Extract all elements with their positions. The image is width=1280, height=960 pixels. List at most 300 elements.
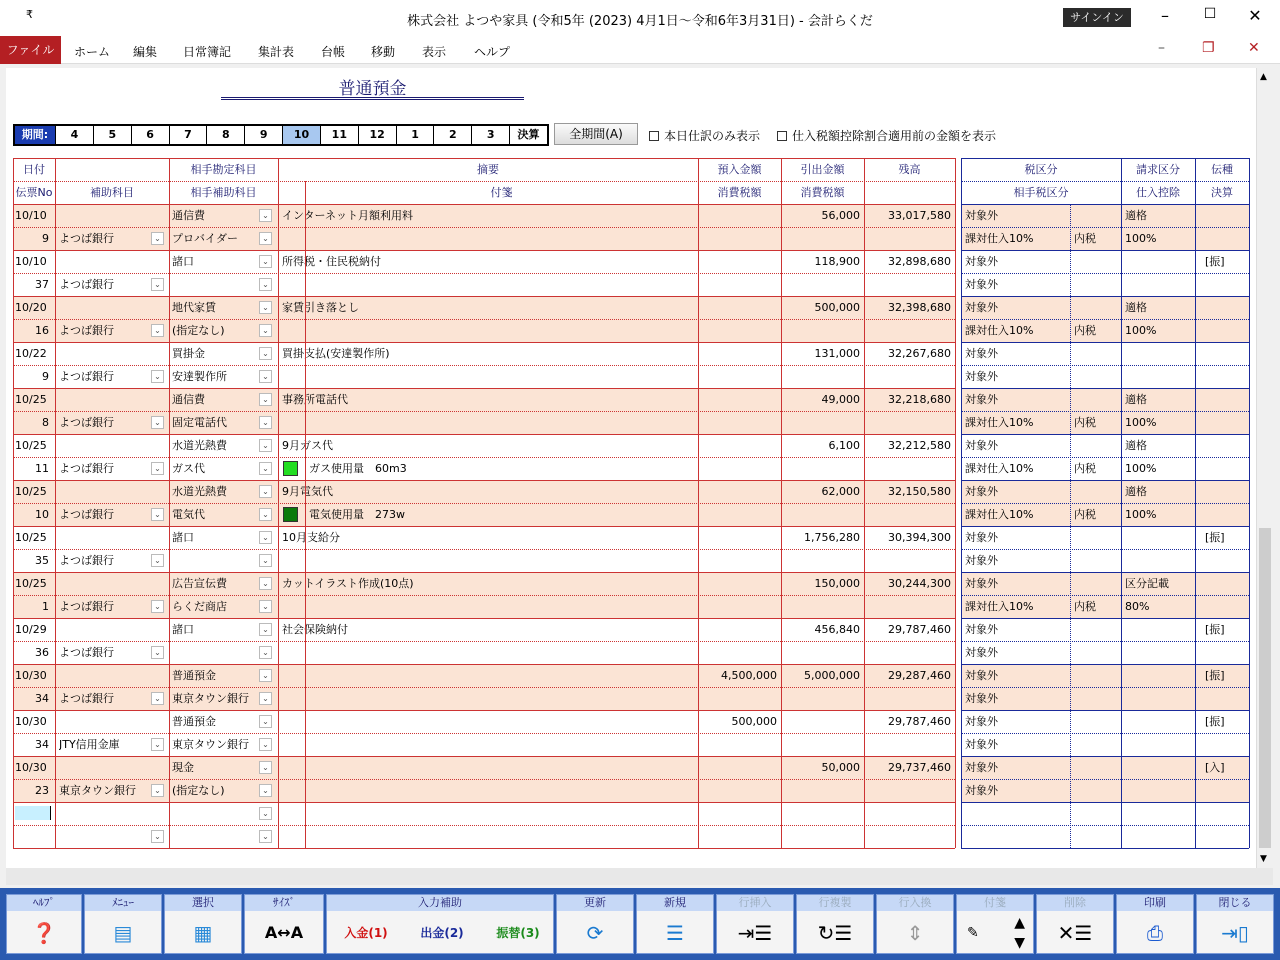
row-sub-account[interactable]: よつば銀行 (59, 416, 114, 429)
refresh-button[interactable]: 更新 ⟳ (556, 894, 634, 954)
dropdown-arrow-icon[interactable]: ⌄ (259, 692, 272, 705)
row-counter-sub[interactable] (172, 549, 262, 572)
row-counter-account[interactable]: 地代家賃 (172, 301, 216, 314)
row-deposit[interactable] (698, 388, 781, 411)
row-sub-account[interactable]: よつば銀行 (59, 600, 114, 613)
row-withdraw[interactable]: 500,000 (814, 301, 860, 314)
dropdown-arrow-icon[interactable]: ⌄ (151, 324, 164, 337)
row-invoice[interactable] (1125, 664, 1195, 687)
row-counter-sub[interactable]: (指定なし) (172, 784, 225, 797)
row-tax[interactable]: 対象外 (965, 761, 998, 774)
header-tax2: 相手税区分 (1013, 186, 1069, 199)
row-deduct[interactable] (1125, 365, 1195, 388)
row-balance[interactable]: 29,737,460 (888, 761, 951, 774)
row-tag[interactable]: ガス使用量 60m3 (309, 462, 407, 475)
row-withdraw[interactable]: 62,000 (821, 485, 860, 498)
row-tax[interactable]: 対象外 (965, 393, 998, 406)
row-memo[interactable]: 10月支給分 (282, 531, 340, 544)
row-tax-incl[interactable] (1074, 549, 1119, 572)
period-4[interactable]: 4 (55, 126, 93, 144)
row-sub-account[interactable]: よつば銀行 (59, 554, 114, 567)
row-type[interactable] (1205, 342, 1249, 365)
grid-line (961, 733, 1249, 734)
row-invoice[interactable]: 適格 (1125, 393, 1147, 406)
dropdown-arrow-icon[interactable]: ⌄ (259, 508, 272, 521)
row-type[interactable]: [入] (1205, 761, 1225, 774)
row-balance[interactable]: 29,287,460 (888, 669, 951, 682)
menu-ledger[interactable]: 台帳 (321, 45, 346, 59)
row-invoice[interactable] (1125, 526, 1195, 549)
row-tax2[interactable]: 対象外 (965, 692, 998, 705)
row-date[interactable]: 10/20 (15, 301, 47, 314)
dropdown-arrow-icon[interactable]: ⌄ (259, 324, 272, 337)
row-tag[interactable]: 電気使用量 273w (309, 508, 405, 521)
row-deduct[interactable]: 100% (1125, 416, 1157, 429)
row-deposit[interactable] (698, 572, 781, 595)
row-counter-sub[interactable]: 安達製作所 (172, 370, 227, 383)
delete-button[interactable]: 削除 ✕☰ (1036, 894, 1114, 954)
dropdown-arrow-icon[interactable]: ⌄ (259, 623, 272, 636)
row-deposit[interactable] (698, 204, 781, 227)
row-deduct[interactable]: 100% (1125, 508, 1157, 521)
row-deduct[interactable]: 100% (1125, 324, 1157, 337)
row-type[interactable]: [振] (1205, 623, 1225, 636)
dropdown-arrow-icon[interactable]: ⌄ (151, 508, 164, 521)
dropdown-arrow-icon[interactable]: ⌄ (259, 255, 272, 268)
dropdown-arrow-icon[interactable]: ⌄ (259, 830, 272, 843)
row-sub-account[interactable]: よつば銀行 (59, 232, 114, 245)
row-deposit[interactable]: 4,500,000 (721, 669, 777, 682)
row-withdraw[interactable]: 50,000 (821, 761, 860, 774)
row-tax[interactable]: 対象外 (965, 577, 998, 590)
insert-row-button[interactable]: 行挿入 ⇥☰ (716, 894, 794, 954)
row-counter-account[interactable]: 普通預金 (172, 715, 216, 728)
row-date[interactable]: 10/10 (15, 255, 47, 268)
period-11[interactable]: 11 (320, 126, 358, 144)
menu-move[interactable]: 移動 (371, 45, 396, 59)
dropdown-arrow-icon[interactable]: ⌄ (259, 393, 272, 406)
withdraw-button[interactable]: 出金(2) (420, 926, 464, 940)
minimize-icon[interactable]: – (1161, 6, 1169, 25)
row-sub-account[interactable]: JTY信用金庫 (59, 738, 120, 751)
row-slip[interactable]: 10 (35, 508, 49, 521)
row-type[interactable] (1205, 434, 1249, 457)
row-type[interactable] (1205, 572, 1249, 595)
tag-button[interactable]: 付箋 ✎ ▲ ▼ (956, 894, 1034, 954)
row-date[interactable]: 10/30 (15, 669, 47, 682)
row-memo[interactable] (282, 664, 692, 687)
menu-summary[interactable]: 集計表 (258, 45, 295, 59)
title-bar (0, 0, 1280, 36)
row-deduct[interactable] (1125, 733, 1195, 756)
row-counter-account[interactable]: 水道光熱費 (172, 439, 227, 452)
exit-icon: ⇥▯ (1221, 921, 1249, 945)
row-deduct[interactable] (1125, 687, 1195, 710)
row-date[interactable]: 10/29 (15, 623, 47, 636)
row-counter-account[interactable]: 広告宣伝費 (172, 577, 227, 590)
row-deposit[interactable] (698, 526, 781, 549)
row-tax2[interactable]: 課対仕入10% (965, 462, 1034, 475)
row-slip[interactable]: 35 (35, 554, 49, 567)
row-deposit[interactable] (698, 618, 781, 641)
row-date[interactable]: 10/25 (15, 485, 47, 498)
row-withdraw[interactable]: 5,000,000 (804, 669, 860, 682)
vertical-scrollbar[interactable]: ▲ ▼ (1256, 68, 1273, 868)
row-tax2[interactable]: 対象外 (965, 554, 998, 567)
row-withdraw[interactable]: 456,840 (814, 623, 860, 636)
row-tax2[interactable]: 対象外 (965, 738, 998, 751)
row-counter-sub[interactable]: ガス代 (172, 462, 205, 475)
dropdown-arrow-icon[interactable]: ⌄ (259, 439, 272, 452)
row-type[interactable]: [振] (1205, 255, 1225, 268)
period-9[interactable]: 9 (244, 126, 282, 144)
size-button[interactable]: ｻｲｽﾞ A↔A (244, 894, 324, 954)
row-invoice[interactable] (1125, 618, 1195, 641)
row-invoice[interactable]: 適格 (1125, 209, 1147, 222)
row-memo[interactable] (282, 756, 692, 779)
menu-button[interactable]: ﾒﾆｭｰ ▤ (84, 894, 162, 954)
row-balance[interactable]: 32,398,680 (888, 301, 951, 314)
period-6[interactable]: 6 (131, 126, 169, 144)
row-balance[interactable]: 32,150,580 (888, 485, 951, 498)
row-tax-incl[interactable] (1074, 779, 1119, 802)
row-counter-sub[interactable] (172, 273, 262, 296)
period-8[interactable]: 8 (206, 126, 244, 144)
row-slip[interactable]: 37 (35, 278, 49, 291)
row-withdraw[interactable]: 150,000 (814, 577, 860, 590)
dropdown-arrow-icon[interactable]: ⌄ (151, 416, 164, 429)
row-tax[interactable]: 対象外 (965, 439, 998, 452)
row-withdraw[interactable]: 1,756,280 (804, 531, 860, 544)
dropdown-arrow-icon[interactable]: ⌄ (259, 715, 272, 728)
period-3[interactable]: 3 (471, 126, 509, 144)
tag-color-swatch[interactable] (283, 461, 298, 476)
help-button[interactable]: ﾍﾙﾌﾟ ❓ (6, 894, 82, 954)
copy-row-button[interactable]: 行複製 ↻☰ (796, 894, 874, 954)
row-counter-account[interactable]: 諸口 (172, 531, 194, 544)
row-deposit[interactable] (698, 342, 781, 365)
row-balance[interactable]: 29,787,460 (888, 623, 951, 636)
row-counter-account[interactable]: 普通預金 (172, 669, 216, 682)
row-balance[interactable]: 30,394,300 (888, 531, 951, 544)
doc-minimize-icon[interactable]: – (1158, 40, 1165, 56)
row-tax2[interactable]: 課対仕入10% (965, 508, 1034, 521)
row-counter-sub[interactable]: らくだ商店 (172, 600, 227, 613)
period-7[interactable]: 7 (169, 126, 207, 144)
row-balance[interactable]: 32,898,680 (888, 255, 951, 268)
row-deposit[interactable]: 500,000 (731, 715, 777, 728)
row-deduct[interactable] (1125, 549, 1195, 572)
menu-help[interactable]: ヘルプ (474, 45, 511, 59)
row-counter-sub[interactable]: (指定なし) (172, 324, 225, 337)
dropdown-arrow-icon[interactable]: ⌄ (151, 600, 164, 613)
row-tax-incl[interactable] (1074, 273, 1119, 296)
row-tax[interactable]: 対象外 (965, 669, 998, 682)
dropdown-arrow-icon[interactable]: ⌄ (259, 761, 272, 774)
row-memo[interactable]: 9月電気代 (282, 485, 333, 498)
dropdown-arrow-icon[interactable]: ⌄ (259, 554, 272, 567)
row-sub-account[interactable]: よつば銀行 (59, 508, 114, 521)
row-memo[interactable]: 所得税・住民税納付 (282, 255, 381, 268)
row-deposit[interactable] (698, 296, 781, 319)
row-tax-incl[interactable] (1074, 687, 1119, 710)
row-memo[interactable]: 家賃引き落とし (282, 301, 359, 314)
row-date[interactable]: 10/30 (15, 761, 47, 774)
row-memo[interactable]: 買掛支払(安達製作所) (282, 347, 390, 360)
row-tax-incl[interactable] (1074, 733, 1119, 756)
row-type[interactable] (1205, 480, 1249, 503)
row-sub-account[interactable]: よつば銀行 (59, 692, 114, 705)
row-type[interactable]: [振] (1205, 715, 1225, 728)
row-balance[interactable]: 32,267,680 (888, 347, 951, 360)
row-counter-account[interactable]: 水道光熱費 (172, 485, 227, 498)
all-period-button[interactable]: 全期間(A) (554, 123, 638, 145)
signin-button[interactable]: サインイン (1063, 8, 1131, 27)
maximize-icon[interactable]: ☐ (1203, 6, 1217, 22)
row-tax2[interactable]: 課対仕入10% (965, 232, 1034, 245)
row-sub-account[interactable]: よつば銀行 (59, 324, 114, 337)
row-counter-sub[interactable]: 固定電話代 (172, 416, 227, 429)
menu-file[interactable]: ファイル (0, 36, 61, 64)
dropdown-arrow-icon[interactable]: ⌄ (151, 784, 164, 797)
row-counter-account[interactable]: 通信費 (172, 393, 205, 406)
row-type[interactable] (1205, 388, 1249, 411)
row-type[interactable]: [振] (1205, 669, 1225, 682)
row-tax[interactable]: 対象外 (965, 485, 998, 498)
quick-access-icon[interactable]: ₹ (26, 8, 33, 21)
dropdown-arrow-icon[interactable]: ⌄ (151, 830, 164, 843)
row-tax2[interactable]: 対象外 (965, 646, 998, 659)
row-date[interactable]: 10/22 (15, 347, 47, 360)
row-tax2[interactable]: 対象外 (965, 370, 998, 383)
grid-line (305, 181, 306, 848)
row-counter-sub[interactable]: 東京タウン銀行 (172, 738, 249, 751)
row-counter-account[interactable]: 通信費 (172, 209, 205, 222)
row-slip[interactable]: 11 (35, 462, 49, 475)
row-invoice[interactable]: 適格 (1125, 439, 1147, 452)
row-counter-account[interactable]: 諸口 (172, 255, 194, 268)
row-counter-sub[interactable]: 電気代 (172, 508, 205, 521)
row-slip[interactable]: 34 (35, 738, 49, 751)
row-date[interactable]: 10/25 (15, 439, 47, 452)
title-underline (221, 97, 524, 100)
dropdown-arrow-icon[interactable]: ⌄ (259, 347, 272, 360)
row-tax-incl[interactable]: 内税 (1074, 416, 1096, 429)
period-10[interactable]: 10 (282, 126, 320, 144)
row-memo[interactable] (282, 710, 692, 733)
new-button[interactable]: 新規 ☰ (636, 894, 714, 954)
row-tax-incl[interactable]: 内税 (1074, 508, 1096, 521)
today-only-checkbox[interactable] (649, 127, 760, 144)
dropdown-arrow-icon[interactable]: ⌄ (259, 232, 272, 245)
row-invoice[interactable] (1125, 710, 1195, 733)
row-slip[interactable]: 16 (35, 324, 49, 337)
row-balance[interactable]: 32,218,680 (888, 393, 951, 406)
row-tax-incl[interactable]: 内税 (1074, 324, 1096, 337)
grid-line (13, 595, 955, 596)
row-counter-account[interactable]: 現金 (172, 761, 194, 774)
dropdown-arrow-icon[interactable]: ⌄ (259, 577, 272, 590)
row-counter-sub[interactable] (172, 641, 262, 664)
row-tax2[interactable]: 課対仕入10% (965, 416, 1034, 429)
row-tax[interactable]: 対象外 (965, 623, 998, 636)
row-invoice[interactable] (1125, 250, 1195, 273)
row-tax[interactable]: 対象外 (965, 715, 998, 728)
row-tax-incl[interactable] (1074, 365, 1119, 388)
dropdown-arrow-icon[interactable]: ⌄ (151, 738, 164, 751)
row-memo[interactable]: 社会保険納付 (282, 623, 348, 636)
row-withdraw[interactable]: 49,000 (821, 393, 860, 406)
dropdown-arrow-icon[interactable]: ⌄ (151, 278, 164, 291)
row-deposit[interactable] (698, 434, 781, 457)
row-balance[interactable]: 32,212,580 (888, 439, 951, 452)
dropdown-arrow-icon[interactable]: ⌄ (259, 209, 272, 222)
row-deduct[interactable] (1125, 273, 1195, 296)
print-button[interactable]: 印刷 ⎙ (1116, 894, 1194, 954)
row-balance[interactable]: 30,244,300 (888, 577, 951, 590)
dropdown-arrow-icon[interactable]: ⌄ (151, 370, 164, 383)
row-deposit[interactable] (698, 250, 781, 273)
row-tax-incl[interactable] (1074, 641, 1119, 664)
row-counter-sub[interactable]: プロバイダー (172, 232, 238, 245)
row-invoice[interactable] (1125, 756, 1195, 779)
row-slip[interactable]: 1 (42, 600, 49, 613)
row-deduct[interactable]: 80% (1125, 600, 1150, 613)
dropdown-arrow-icon[interactable]: ⌄ (259, 738, 272, 751)
close-window-icon[interactable]: ✕ (1248, 6, 1262, 25)
row-withdraw[interactable]: 6,100 (828, 439, 860, 452)
row-memo[interactable]: カットイラスト作成(10点) (282, 577, 414, 590)
dropdown-arrow-icon[interactable]: ⌄ (259, 600, 272, 613)
row-tax2[interactable]: 課対仕入10% (965, 600, 1034, 613)
dropdown-arrow-icon[interactable]: ⌄ (259, 278, 272, 291)
dropdown-arrow-icon[interactable]: ⌄ (259, 462, 272, 475)
menu-daily[interactable]: 日常簿記 (183, 45, 232, 59)
menu-view[interactable]: 表示 (422, 45, 447, 59)
row-sub-account[interactable]: よつば銀行 (59, 278, 114, 291)
dropdown-arrow-icon[interactable]: ⌄ (259, 370, 272, 383)
row-deposit[interactable] (698, 756, 781, 779)
row-tax[interactable]: 対象外 (965, 347, 998, 360)
row-tax-incl[interactable]: 内税 (1074, 232, 1096, 245)
row-deduct[interactable]: 100% (1125, 232, 1157, 245)
row-invoice[interactable]: 適格 (1125, 485, 1147, 498)
row-deduct[interactable] (1125, 779, 1195, 802)
row-withdraw[interactable]: 56,000 (821, 209, 860, 222)
row-memo[interactable]: 9月ガス代 (282, 439, 333, 452)
row-tax-incl[interactable]: 内税 (1074, 462, 1096, 475)
transfer-button[interactable]: 振替(3) (496, 926, 540, 940)
swap-row-button[interactable]: 行入換 ⇕ (876, 894, 954, 954)
row-deduct[interactable]: 100% (1125, 462, 1157, 475)
period-2[interactable]: 2 (433, 126, 471, 144)
row-memo[interactable]: 事務所電話代 (282, 393, 348, 406)
row-sub-account[interactable]: よつば銀行 (59, 646, 114, 659)
row-counter-account[interactable]: 諸口 (172, 623, 194, 636)
row-type[interactable] (1205, 204, 1249, 227)
row-tax[interactable]: 対象外 (965, 209, 998, 222)
row-date[interactable]: 10/25 (15, 531, 47, 544)
row-tax[interactable]: 対象外 (965, 531, 998, 544)
dropdown-arrow-icon[interactable]: ⌄ (259, 646, 272, 659)
row-counter-sub[interactable]: 東京タウン銀行 (172, 692, 249, 705)
menu-home[interactable]: ホーム (74, 45, 111, 59)
dropdown-arrow-icon[interactable]: ⌄ (259, 416, 272, 429)
horizontal-scrollbar[interactable] (6, 868, 1273, 885)
row-type[interactable]: [振] (1205, 531, 1225, 544)
period-12[interactable]: 12 (358, 126, 396, 144)
dropdown-arrow-icon[interactable]: ⌄ (151, 692, 164, 705)
row-sub-account[interactable]: よつば銀行 (59, 370, 114, 383)
tag-color-swatch[interactable] (283, 507, 298, 522)
dropdown-arrow-icon[interactable]: ⌄ (151, 554, 164, 567)
row-balance[interactable]: 33,017,580 (888, 209, 951, 222)
row-date[interactable]: 10/10 (15, 209, 47, 222)
row-slip[interactable]: 9 (42, 232, 49, 245)
dropdown-arrow-icon[interactable]: ⌄ (259, 807, 272, 820)
row-invoice[interactable]: 区分記載 (1125, 577, 1169, 590)
deposit-button[interactable]: 入金(1) (344, 926, 388, 940)
row-deposit[interactable] (698, 480, 781, 503)
period-closing[interactable]: 決算 (509, 126, 547, 144)
row-tax2[interactable]: 対象外 (965, 278, 998, 291)
row-balance[interactable]: 29,787,460 (888, 715, 951, 728)
row-date[interactable]: 10/25 (15, 577, 47, 590)
row-tax[interactable]: 対象外 (965, 301, 998, 314)
row-invoice[interactable] (1125, 342, 1195, 365)
dropdown-arrow-icon[interactable]: ⌄ (259, 485, 272, 498)
period-1[interactable]: 1 (396, 126, 434, 144)
new-entry-date-input[interactable] (15, 806, 51, 820)
dropdown-arrow-icon[interactable]: ⌄ (259, 531, 272, 544)
row-counter-account[interactable]: 買掛金 (172, 347, 205, 360)
row-tax2[interactable]: 対象外 (965, 784, 998, 797)
row-withdraw[interactable] (781, 710, 864, 733)
period-5[interactable]: 5 (93, 126, 131, 144)
doc-restore-icon[interactable]: ❐ (1202, 40, 1215, 56)
row-sub-account[interactable]: 東京タウン銀行 (59, 784, 136, 797)
row-withdraw[interactable]: 118,900 (814, 255, 860, 268)
dropdown-arrow-icon[interactable]: ⌄ (259, 784, 272, 797)
row-tax[interactable]: 対象外 (965, 255, 998, 268)
select-button[interactable]: 選択 ▦ (164, 894, 242, 954)
menu-edit[interactable]: 編集 (133, 45, 158, 59)
dropdown-arrow-icon[interactable]: ⌄ (151, 646, 164, 659)
dropdown-arrow-icon[interactable]: ⌄ (151, 232, 164, 245)
row-slip[interactable]: 8 (42, 416, 49, 429)
close-button[interactable]: 閉じる ⇥▯ (1196, 894, 1274, 954)
row-slip[interactable]: 23 (35, 784, 49, 797)
row-tax-incl[interactable]: 内税 (1074, 600, 1096, 613)
doc-close-icon[interactable]: ✕ (1248, 40, 1260, 56)
dropdown-arrow-icon[interactable]: ⌄ (151, 462, 164, 475)
row-slip[interactable]: 36 (35, 646, 49, 659)
row-memo[interactable]: インターネット月額利用料 (282, 209, 414, 222)
row-date[interactable]: 10/30 (15, 715, 47, 728)
row-tax2[interactable]: 課対仕入10% (965, 324, 1034, 337)
row-sub-account[interactable]: よつば銀行 (59, 462, 114, 475)
row-invoice[interactable]: 適格 (1125, 301, 1147, 314)
row-withdraw[interactable]: 131,000 (814, 347, 860, 360)
pre-ratio-checkbox[interactable] (777, 127, 996, 144)
dropdown-arrow-icon[interactable]: ⌄ (259, 301, 272, 314)
dropdown-arrow-icon[interactable]: ⌄ (259, 669, 272, 682)
row-deduct[interactable] (1125, 641, 1195, 664)
row-type[interactable] (1205, 296, 1249, 319)
row-date[interactable]: 10/25 (15, 393, 47, 406)
row-slip[interactable]: 9 (42, 370, 49, 383)
row-slip[interactable]: 34 (35, 692, 49, 705)
